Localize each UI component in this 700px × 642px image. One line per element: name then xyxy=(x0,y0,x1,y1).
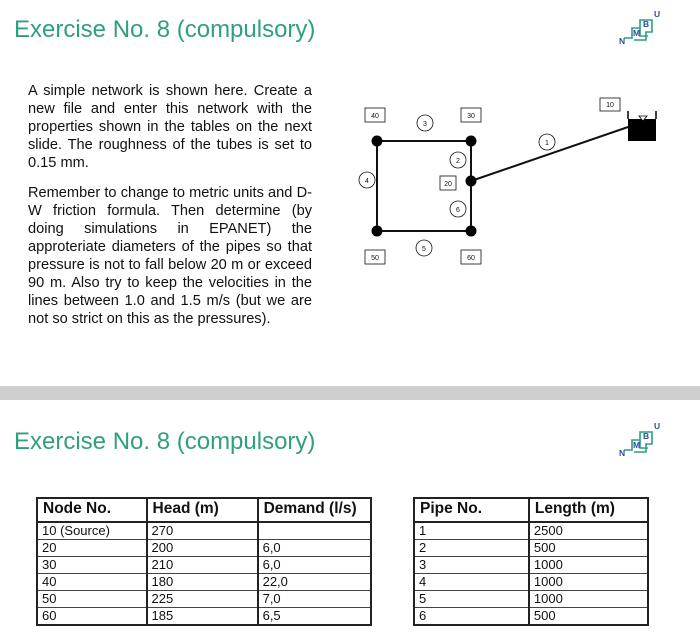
cell-head: 180 xyxy=(147,574,258,591)
cell-pipe: 2 xyxy=(414,540,529,557)
slide-separator xyxy=(0,386,700,400)
logo-letter-m: M xyxy=(633,28,641,38)
header-pipe-no: Pipe No. xyxy=(414,498,529,522)
cell-demand: 6,0 xyxy=(258,557,371,574)
table-row xyxy=(414,540,648,557)
cell-node: 10 (Source) xyxy=(37,522,147,540)
instructions-paragraph: Remember to change to metric units and D-W friction formula. Then determine (by doing simulations in EPANET) the approteriate diameters of the pipes so that pressure is not to fall below 20 m or exceed 90 m. Also try to keep the velocities in the lines between 1.0 and 1.5 m/s (but we are not so strict on this as the pressures). xyxy=(28,185,312,327)
pipes-table-header-row xyxy=(414,498,648,522)
cell-node: 40 xyxy=(37,574,147,591)
cell-length: 500 xyxy=(529,540,648,557)
cell-head: 185 xyxy=(147,608,258,626)
cell-pipe: 4 xyxy=(414,574,529,591)
pipe-label-5: 5 xyxy=(422,246,426,253)
logo-2-letter-u: U xyxy=(654,421,661,431)
cell-head: 200 xyxy=(147,540,258,557)
cell-length: 1000 xyxy=(529,591,648,608)
node-label-30: 30 xyxy=(467,113,475,120)
cell-demand xyxy=(258,522,371,540)
logo-2-letter-n: N xyxy=(619,448,626,458)
cell-node: 30 xyxy=(37,557,147,574)
cell-demand: 22,0 xyxy=(258,574,371,591)
node-30-dot xyxy=(466,136,477,147)
cell-pipe: 5 xyxy=(414,591,529,608)
nmbu-logo-2-icon xyxy=(618,420,666,464)
nmbu-logo-2 xyxy=(618,420,666,464)
slide-1-title: Exercise No. 8 (compulsory) xyxy=(14,16,316,43)
cell-pipe: 6 xyxy=(419,608,427,623)
node-label-10: 10 xyxy=(606,102,614,109)
cell-pipe: 1 xyxy=(414,522,529,540)
table-row xyxy=(37,591,371,608)
nodes-table xyxy=(36,497,372,626)
header-head: Head (m) xyxy=(147,498,258,522)
cell-length: 1000 xyxy=(529,557,648,574)
logo-2-letter-b: B xyxy=(643,431,650,441)
table-row xyxy=(414,557,648,574)
pipe-label-6: 6 xyxy=(456,207,460,214)
intro-paragraph: A simple network is shown here. Create a new file and enter this network with the properties shown in the tables on the next slide. The roughness of the tubes is set to 0.15 mm. xyxy=(28,83,312,171)
network-diagram xyxy=(344,92,674,282)
cell-demand: 6,0 xyxy=(258,540,371,557)
cell-node: 60 xyxy=(42,608,57,623)
logo-letter-b: B xyxy=(643,19,650,29)
slide-2 xyxy=(0,400,700,642)
table-row xyxy=(37,574,371,591)
table-row xyxy=(37,522,371,540)
header-demand: Demand (l/s) xyxy=(258,498,371,522)
cell-head: 270 xyxy=(147,522,258,540)
nmbu-logo xyxy=(618,8,666,52)
node-label-50: 50 xyxy=(371,255,379,262)
node-50-dot xyxy=(372,226,383,237)
pipe-label-2: 2 xyxy=(456,158,460,165)
table-row xyxy=(414,591,648,608)
cell-demand: 6,5 xyxy=(258,608,371,626)
table-row xyxy=(414,608,648,626)
pipe-label-4: 4 xyxy=(365,178,369,185)
header-node-no: Node No. xyxy=(37,498,147,522)
node-label-20: 20 xyxy=(444,181,452,188)
logo-2-letter-m: M xyxy=(633,440,641,450)
logo-letter-u: U xyxy=(654,9,661,19)
cell-demand: 7,0 xyxy=(258,591,371,608)
slide-2-title: Exercise No. 8 (compulsory) xyxy=(14,428,316,455)
node-label-60: 60 xyxy=(467,255,475,262)
reservoir-10 xyxy=(628,119,656,141)
nmbu-logo-icon xyxy=(618,8,666,52)
logo-letter-n: N xyxy=(619,36,626,46)
cell-pipe: 3 xyxy=(414,557,529,574)
table-row xyxy=(414,522,648,540)
header-length: Length (m) xyxy=(529,498,648,522)
table-row xyxy=(414,574,648,591)
cell-length: 2500 xyxy=(529,522,648,540)
table-row xyxy=(37,557,371,574)
cell-node: 20 xyxy=(37,540,147,557)
cell-head: 210 xyxy=(147,557,258,574)
pipe-label-3: 3 xyxy=(423,121,427,128)
cell-length: 500 xyxy=(529,608,648,626)
node-40-dot xyxy=(372,136,383,147)
table-row xyxy=(37,540,371,557)
table-row xyxy=(37,608,371,626)
pipe-label-1: 1 xyxy=(545,140,549,147)
node-60-dot xyxy=(466,226,477,237)
nodes-table-header-row xyxy=(37,498,371,522)
node-20-dot xyxy=(466,176,477,187)
cell-node: 50 xyxy=(37,591,147,608)
node-label-40: 40 xyxy=(371,113,379,120)
pipes-table xyxy=(413,497,649,626)
cell-head: 225 xyxy=(147,591,258,608)
cell-length: 1000 xyxy=(529,574,648,591)
